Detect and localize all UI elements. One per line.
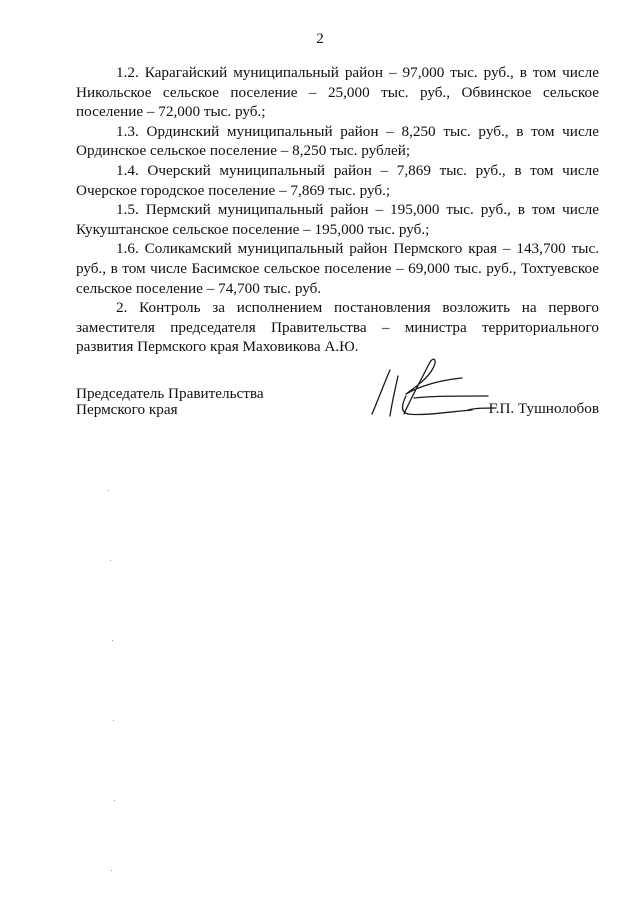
paragraph-1-2: 1.2. Карагайский муниципальный район – 97,000 тыс. руб., в том числе Никольское сельское поселение – 25,000 тыс. руб., Обвинское сельское поселение – 72,000 тыс. руб.; xyxy=(76,64,599,121)
signer-position-line-2: Пермского края xyxy=(76,401,178,418)
paragraph-1-3: 1.3. Ординский муниципальный район – 8,250 тыс. руб., в том числе Ординское сельское поселение – 8,250 тыс. рублей; xyxy=(76,122,599,160)
paragraph-1-5: 1.5. Пермский муниципальный район – 195,000 тыс. руб., в том числе Кукуштанское сельское поселение – 195,000 тыс. руб.; xyxy=(76,201,599,238)
scan-speck xyxy=(114,800,115,801)
scan-speck xyxy=(112,640,113,641)
scan-speck xyxy=(111,870,112,871)
signer-name: Г.П. Тушнолобов xyxy=(488,400,599,417)
document-body xyxy=(76,63,599,357)
handwritten-signature xyxy=(368,356,498,426)
scan-speck xyxy=(113,720,114,721)
scan-speck xyxy=(108,490,109,491)
paragraph-2: 2. Контроль за исполнением постановления возложить на первого заместителя председателя Правительства – министра территориального развития Пермского края Маховикова А.Ю. xyxy=(76,299,599,356)
paragraph-1-4: 1.4. Очерский муниципальный район – 7,869 тыс. руб., в том числе Очерское городское поселение – 7,869 тыс. руб.; xyxy=(76,161,599,199)
page-number: 2 xyxy=(316,31,324,47)
signer-position-line-1: Председатель Правительства xyxy=(76,385,264,402)
signature-block xyxy=(76,386,599,426)
paragraph-1-6: 1.6. Соликамский муниципальный район Пермского края – 143,700 тыс. руб., в том числе Басимское сельское поселение – 69,000 тыс. руб., Тохтуевское сельское поселение – 74,700 тыс. руб. xyxy=(76,240,599,297)
scan-speck xyxy=(110,560,111,561)
signer-position xyxy=(76,386,264,418)
